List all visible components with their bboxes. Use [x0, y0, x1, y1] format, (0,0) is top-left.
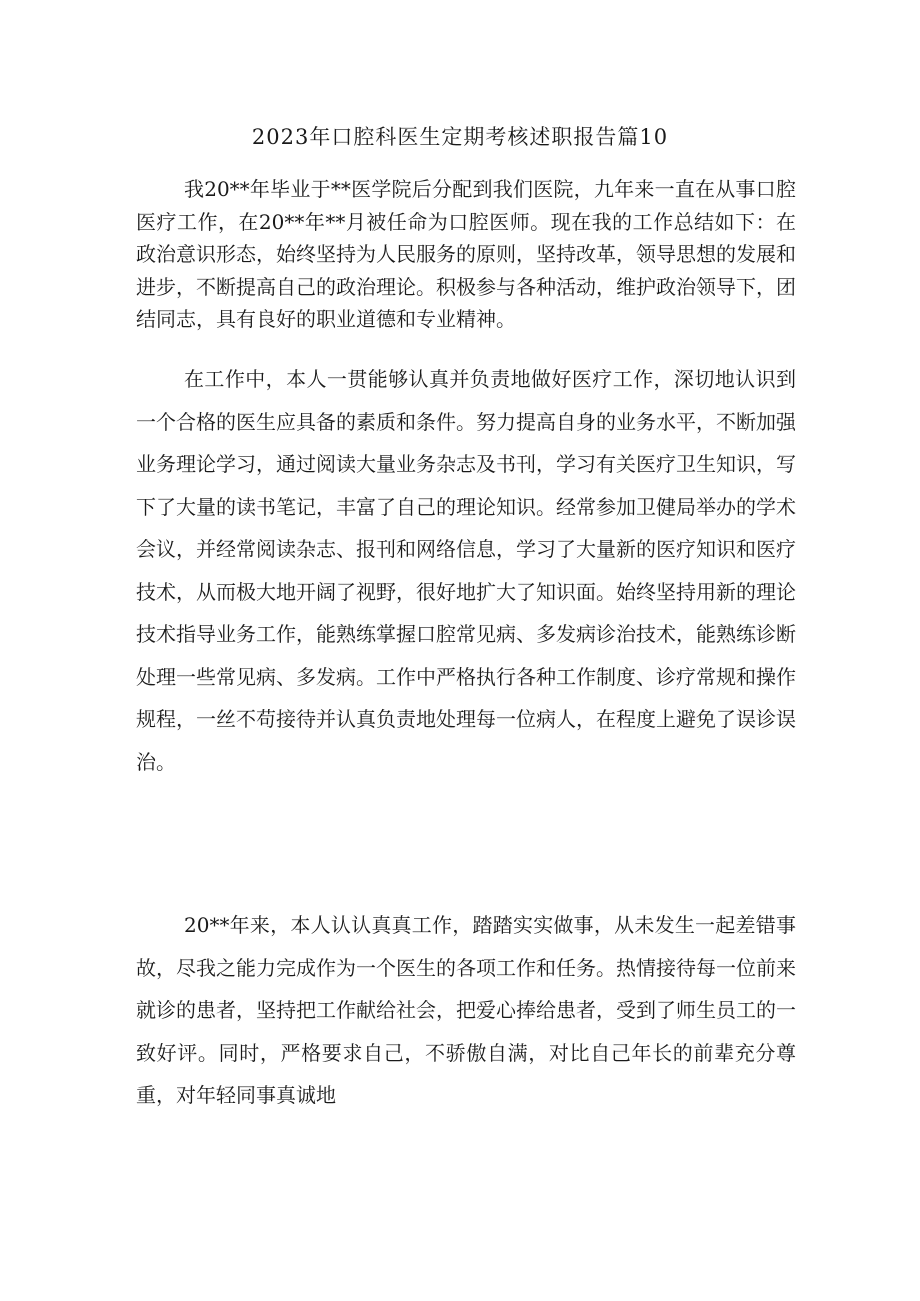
paragraph-2: 在工作中，本人一贯能够认真并负责地做好医疗工作，深切地认识到一个合格的医生应具备的素质和条件。努力提高自身的业务水平，不断加强业务理论学习，通过阅读大量业务杂志及书刊，学习有关医疗卫生知识，写下了大量的读书笔记，丰富了自己的理论知识。经常参加卫健局举办的学术会议，并经常阅读杂志、报刊和网络信息，学习了大量新的医疗知识和医疗技术，从而极大地开阔了视野，很好地扩大了知识面。始终坚持用新的理论技术指导业务工作，能熟练掌握口腔常见病、多发病诊治技术，能熟练诊断处理一些常见病、多发病。工作中严格执行各种工作制度、诊疗常规和操作规程，一丝不苟接待并认真负责地处理每一位病人，在程度上避免了误诊误治。 — [136, 367, 796, 774]
paragraph-1: 我20**年毕业于**医学院后分配到我们医院，九年来一直在从事口腔医疗工作，在20**年**月被任命为口腔医师。现在我的工作总结如下：在政治意识形态，始终坚持为人民服务的原则，坚持改革，领导思想的发展和进步，不断提高自己的政治理论。积极参与各种活动，维护政治领导下，团结同志，具有良好的职业道德和专业精神。 — [136, 177, 796, 331]
document-title: 2023年口腔科医生定期考核述职报告篇10 — [251, 125, 669, 149]
paragraph-3: 20**年来，本人认认真真工作，踏踏实实做事，从未发生一起差错事故，尽我之能力完成作为一个医生的各项工作和任务。热情接待每一位前来就诊的患者，坚持把工作献给社会，把爱心捧给患者，受到了师生员工的一致好评。同时，严格要求自己，不骄傲自满，对比自己年长的前辈充分尊重，对年轻同事真诚地 — [136, 913, 796, 1107]
